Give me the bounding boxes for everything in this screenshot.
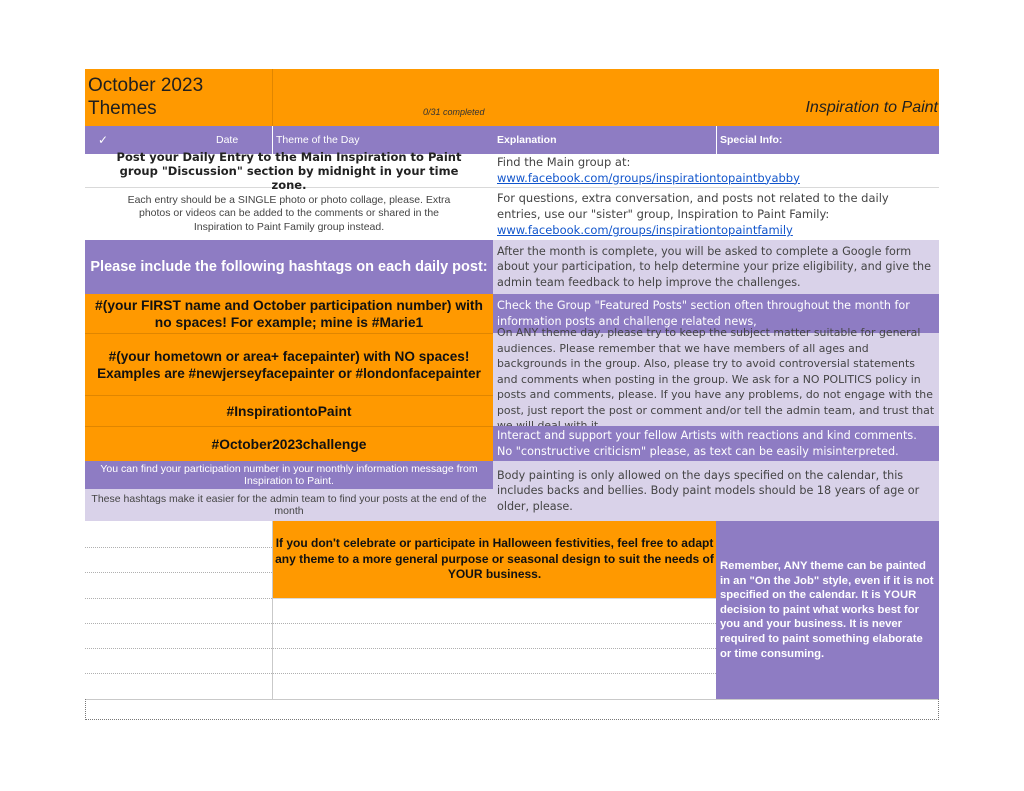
hashtags-note [85,489,493,521]
hashtags-intro-text: Please include the following hashtags on each daily post: [90,259,488,275]
hashtag-challenge [85,426,493,461]
main-group-text: Find the Main group at: [497,155,631,169]
month-title [88,74,203,120]
google-form-info [493,240,939,294]
check-column-header[interactable]: ✓ [98,133,109,147]
grid-line [85,673,716,674]
hashtags-intro [85,240,493,294]
table-footer-row [85,699,939,720]
hashtag-inspiration-text: #InspirationtoPaint [226,403,352,419]
grid-line [85,623,716,624]
family-group-text: For questions, extra conversation, and posts not related to the daily entries, use our "sister" group, Inspiration to Paint Family: [497,191,889,221]
interact-text: Interact and support your fellow Artists with reactions and kind comments. No "constructive criticism" please, as text can be easily misinterpreted. [497,429,917,458]
single-entry-text: Each entry should be a SINGLE photo or photo collage, please. Extra photos or videos can be added to the comments or shared in the Inspiration to Paint Family group instead. [127,193,451,233]
special-column-header: Special Info: [720,134,783,146]
main-group-link[interactable]: www.facebook.com/groups/inspirationtopaintbyabby [497,170,800,185]
family-group-link[interactable]: www.facebook.com/groups/inspirationtopaintfamily [497,223,793,237]
hashtag-first-name [85,294,493,333]
grid-line [273,598,716,599]
hashtags-note-text: These hashtags make it easier for the admin team to find your posts at the end of the month [91,492,487,517]
halloween-text: If you don't celebrate or participate in Halloween festivities, feel free to adapt any theme to a more general purpose or seasonal design to suit the needs of YOUR business. [275,536,714,582]
month-title-line1: October 2023 [88,75,204,96]
column-divider [716,126,717,154]
grid-line [85,572,272,573]
grid-line [85,648,716,649]
post-entry-text: Post your Daily Entry to the Main Inspiration to Paint group "Discussion" section by midnight in your time zone. [116,149,462,192]
grid-line [85,598,272,599]
on-the-job-note [716,521,939,699]
interact-info [493,426,939,461]
subject-matter-text: On ANY theme day, please try to keep the subject matter suitable for general audiences. Please remember that we have members of all ages and backgrounds in the group. Also, please try to avoid controversial statements and comments when posting in the group. We ask for a NO POLITICS policy in posts and comments, please. If you have any problems, do not engage with the post, just report the post or comment and/or tell the admin team, and trust that [497,326,935,417]
body-painting-info [493,461,939,521]
participation-note [85,461,493,489]
progress-text: 0/31 completed [423,107,485,117]
on-the-job-text: Remember, ANY theme can be painted in an "On the Job" style, even if it is not specified on the calendar. It is YOUR decision to paint what works best for you and your business. It is never required to paint something elaborate or time consuming. [720,560,934,660]
header-divider [272,69,273,126]
post-entry-note [85,149,493,192]
featured-posts-text: Check the Group "Featured Posts" section often throughout the month for information posts and challenge related news, [497,299,910,328]
halloween-note [273,521,716,598]
grid-line [85,547,272,548]
explanation-column-header: Explanation [497,134,557,146]
main-group-info [493,154,939,188]
hashtag-challenge-text: #October2023challenge [211,436,367,452]
single-entry-note [85,188,493,240]
subject-matter-info [493,326,939,426]
hashtag-first-name-text: #(your FIRST name and October participation number) with no spaces! For example; mine is #Marie1 [95,297,483,330]
family-group-info [493,188,939,240]
date-column-header: Date [216,134,239,146]
header-bar [85,69,939,126]
google-form-text: After the month is complete, you will be asked to complete a Google form about your participation, to help determine your prize eligibility, and give the admin team feedback to help improve the challenges. [497,244,931,289]
body-painting-text: Body painting is only allowed on the days specified on the calendar, this includes backs and bellies. Body paint models should be 18 years of age or older, please. [497,468,920,513]
month-title-line2: Themes [88,98,157,119]
hashtag-inspiration [85,395,493,426]
brand-title: Inspiration to Paint [805,99,938,116]
participation-note-text: You can find your participation number in your monthly information message from Inspiration to Paint. [100,462,478,487]
hashtag-hometown-text: #(your hometown or area+ facepainter) with NO spaces! Examples are #newjerseyfacepainter or #londonfacepainter [97,348,481,381]
theme-column-header: Theme of the Day [276,134,360,146]
hashtag-hometown [85,333,493,395]
